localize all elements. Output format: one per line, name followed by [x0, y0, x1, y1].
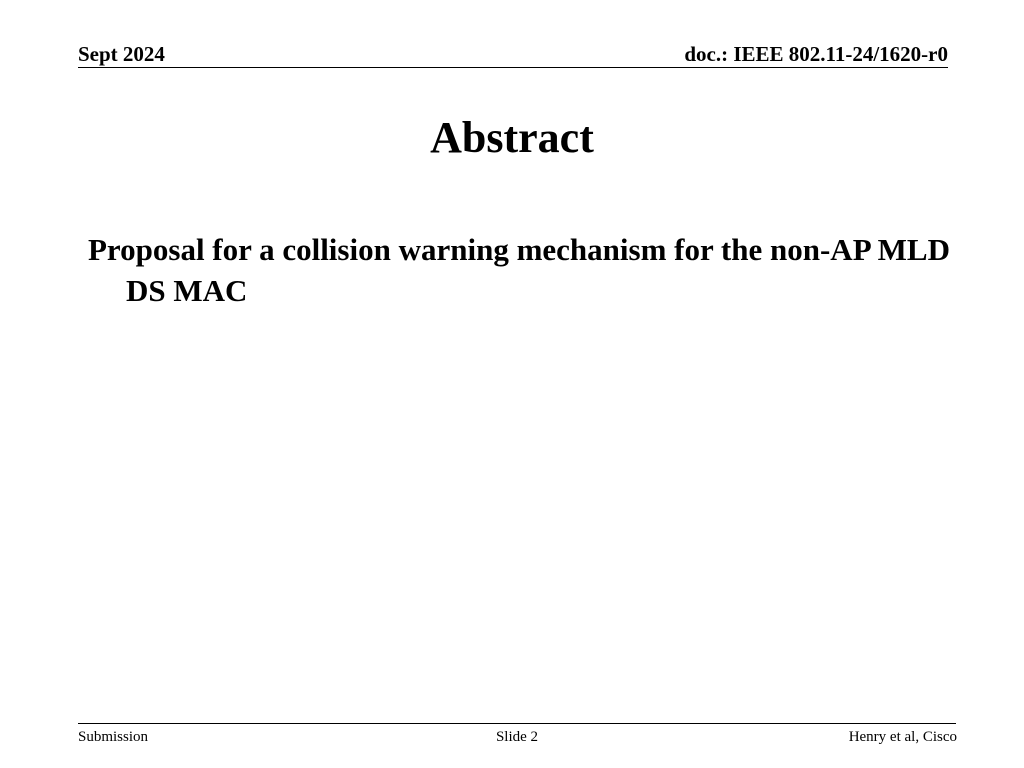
- slide-body-text: Proposal for a collision warning mechanism for the non-AP MLD DS MAC: [88, 232, 950, 308]
- footer-submission: Submission: [78, 729, 149, 745]
- footer-divider: [78, 723, 956, 724]
- footer-authors: Henry et al, Cisco: [848, 729, 957, 745]
- header-divider: [78, 67, 948, 68]
- header-date: Sept 2024: [78, 42, 165, 66]
- slide-title: Abstract: [430, 113, 594, 162]
- header-doc-id: doc.: IEEE 802.11-24/1620-r0: [684, 42, 948, 66]
- footer-slide-number: Slide 2: [495, 729, 539, 745]
